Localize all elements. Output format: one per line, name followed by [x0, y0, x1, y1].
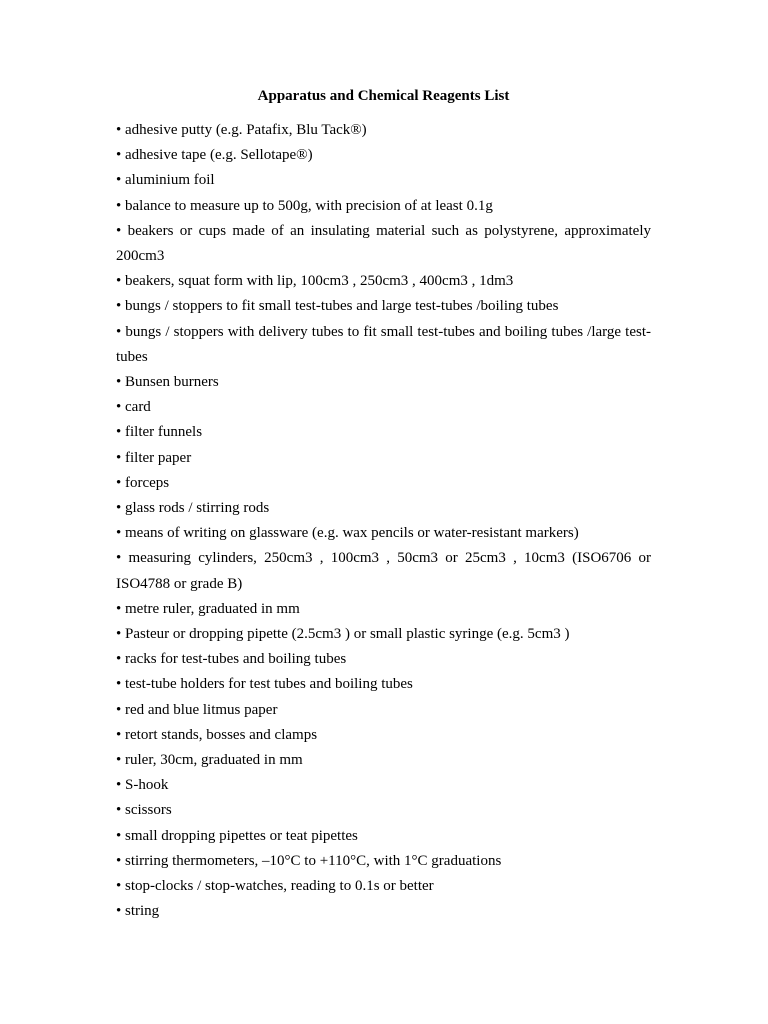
apparatus-list — [116, 118, 651, 925]
list-item: • beakers, squat form with lip, 100cm3 , 250cm3 , 400cm3 , 1dm3 — [116, 273, 514, 290]
list-item: • S-hook — [116, 777, 169, 794]
list-item: • red and blue litmus paper — [116, 701, 278, 718]
list-item: • bungs / stoppers to fit small test-tubes and large test-tubes /boiling tubes — [116, 298, 559, 315]
list-item: • test-tube holders for test tubes and boiling tubes — [116, 676, 413, 693]
list-item: • glass rods / stirring rods — [116, 500, 270, 517]
list-item: • card — [116, 399, 151, 416]
list-item: • filter paper — [116, 449, 192, 466]
list-item: • metre ruler, graduated in mm — [116, 600, 300, 617]
list-item: • balance to measure up to 500g, with precision of at least 0.1g — [116, 197, 493, 214]
list-item: • adhesive putty (e.g. Patafix, Blu Tack®) — [116, 122, 367, 138]
document-title: Apparatus and Chemical Reagents List — [257, 88, 510, 104]
list-item: • filter funnels — [116, 424, 203, 441]
list-item: • Pasteur or dropping pipette (2.5cm3 ) or small plastic syringe (e.g. 5cm3 ) — [116, 626, 570, 643]
list-item: • stirring thermometers, –10°C to +110°C, with 1°C graduations — [116, 852, 502, 869]
list-item: • adhesive tape (e.g. Sellotape®) — [116, 147, 313, 164]
list-item: • scissors — [116, 802, 172, 819]
list-item: • small dropping pipettes or teat pipettes — [116, 827, 358, 844]
list-item: • retort stands, bosses and clamps — [116, 726, 318, 743]
list-item: • string — [116, 903, 160, 920]
list-item: • aluminium foil — [116, 172, 215, 189]
list-item: • ruler, 30cm, graduated in mm — [116, 752, 303, 769]
list-item: • stop-clocks / stop-watches, reading to 0.1s or better — [116, 878, 434, 895]
list-item: • bungs / stoppers with delivery tubes to fit small test-tubes and boiling tubes /large test-tubes — [116, 323, 651, 365]
list-item: • beakers or cups made of an insulating material such as polystyrene, approximately 200cm3 — [116, 222, 651, 265]
list-item: • racks for test-tubes and boiling tubes — [116, 651, 347, 668]
list-item: • Bunsen burners — [116, 374, 219, 391]
list-item: • forceps — [116, 474, 170, 491]
list-item: • measuring cylinders, 250cm3 , 100cm3 , 50cm3 or 25cm3 , 10cm3 (ISO6706 or ISO4788 or grade B) — [116, 550, 651, 592]
list-item: • means of writing on glassware (e.g. wax pencils or water-resistant markers) — [116, 525, 579, 542]
